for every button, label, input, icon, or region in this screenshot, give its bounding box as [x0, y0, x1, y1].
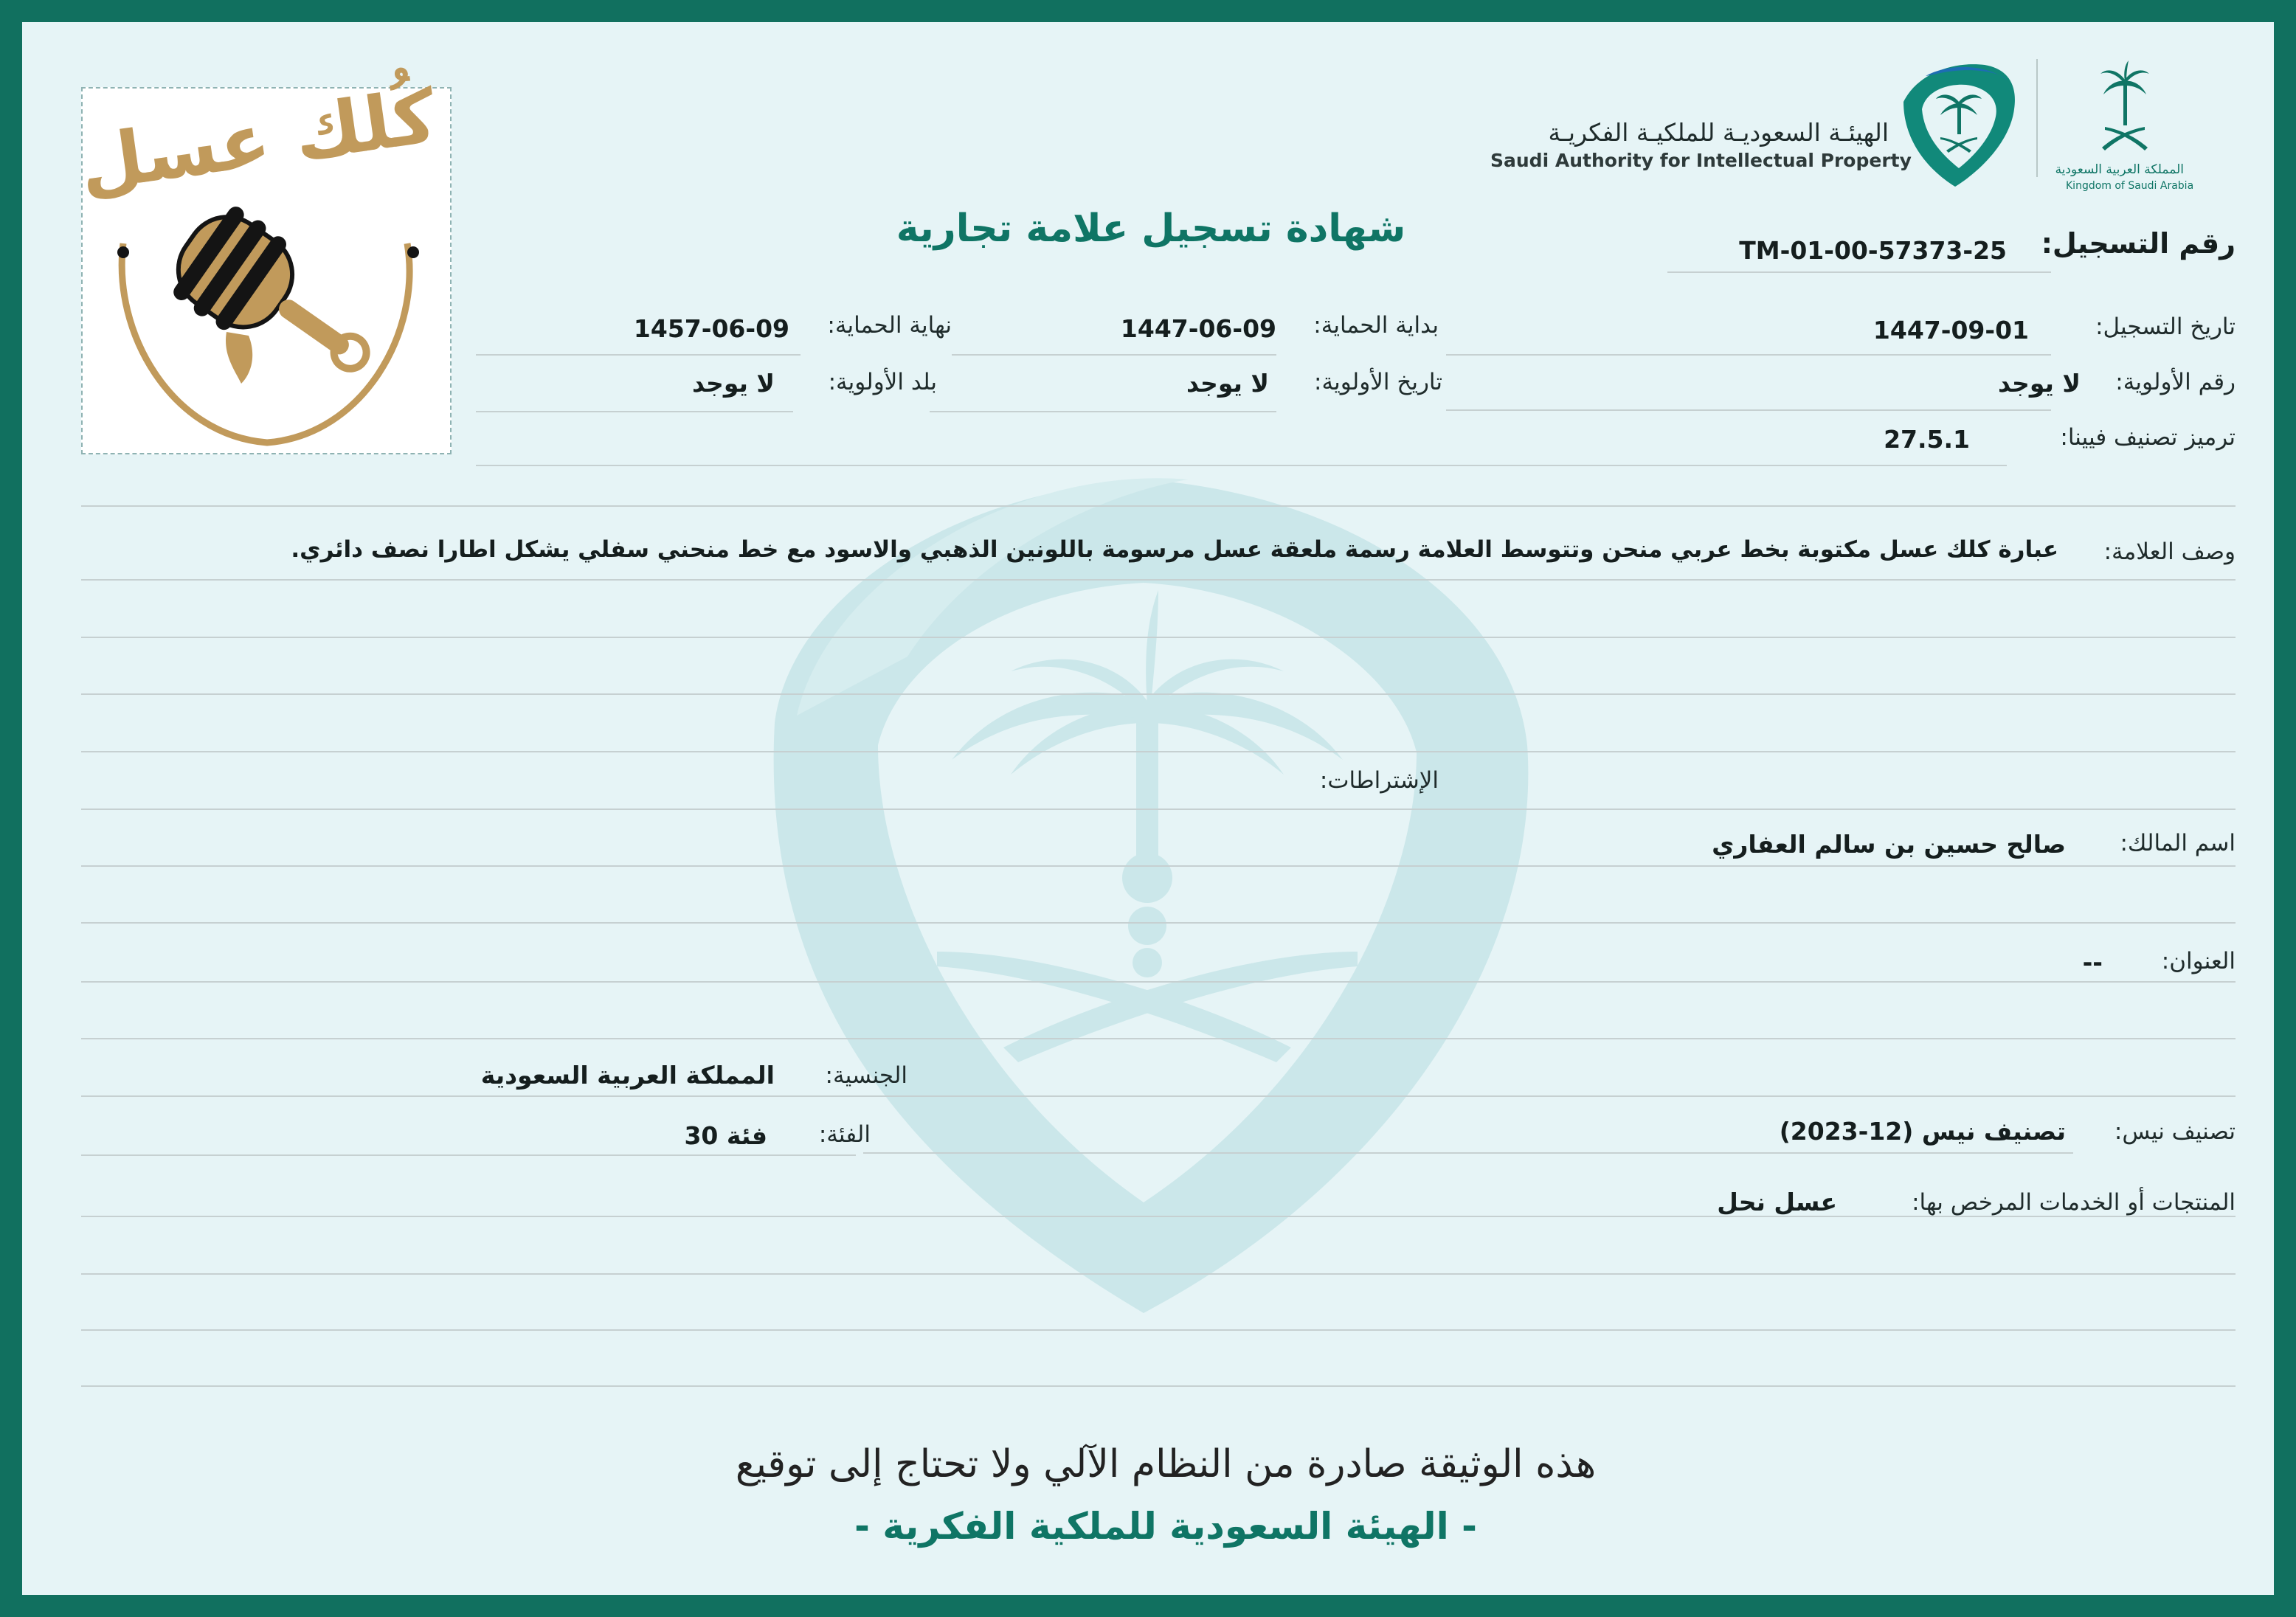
footer-note: هذه الوثيقة صادرة من النظام الآلي ولا تحتاج إلى توقيع [735, 1442, 1597, 1486]
registration-number-value: TM-01-00-57373-25 [1739, 236, 2007, 265]
saip-logo-icon [1896, 58, 2022, 190]
kingdom-emblem [2055, 59, 2194, 199]
priority-number-value: لا يوجد [1998, 369, 2081, 398]
registration-date-line [1446, 354, 2051, 356]
nationality-line [81, 1095, 2236, 1097]
mark-description-line-2 [81, 637, 2236, 638]
registration-number-label: رقم التسجيل: [2041, 227, 2236, 260]
owner-name-label: اسم المالك: [2120, 830, 2236, 856]
protection-start-label: بداية الحماية: [1313, 312, 1439, 339]
conditions-line [81, 808, 2236, 810]
priority-country-line [476, 411, 793, 412]
protection-end-label: نهاية الحماية: [827, 312, 952, 339]
nice-classification-line [863, 1152, 2073, 1154]
protection-end-value: 1457-06-09 [633, 314, 789, 343]
goods-services-value: عسل نحل [1717, 1188, 1837, 1216]
mark-description-value: عبارة كلك عسل مكتوبة بخط عربي منحن وتتوسط العلامة رسمة ملعقة عسل مرسومة باللونين الذهبي والاسود مع خط منحني سفلي يشكل اطارا نصف دائري. [291, 536, 2058, 563]
address-line-2 [81, 1038, 2236, 1039]
goods-services-line-3 [81, 1329, 2236, 1331]
registration-number-line [1667, 271, 2051, 273]
goods-services-label: المنتجات أو الخدمات المرخص بها: [1912, 1189, 2236, 1216]
priority-number-line [1446, 409, 2051, 411]
certificate [22, 22, 2274, 1595]
goods-services-line-2 [81, 1273, 2236, 1275]
mark-description-line-4 [81, 751, 2236, 752]
priority-date-line [930, 411, 1276, 412]
registration-date-value: 1447-09-01 [1873, 316, 2029, 344]
vienna-code-line [476, 465, 2007, 466]
address-label: العنوان: [2161, 948, 2236, 974]
mark-description-label: وصف العلامة: [2103, 539, 2236, 565]
goods-services-line-4 [81, 1385, 2236, 1387]
address-value: -- [2082, 948, 2103, 977]
owner-name-line [81, 865, 2236, 867]
priority-date-value: لا يوجد [1186, 369, 1269, 398]
conditions-label: الإشتراطات: [1319, 767, 1439, 794]
authority-name-en: Saudi Authority for Intellectual Property [1490, 150, 1912, 171]
separator-line [81, 505, 2236, 507]
priority-country-label: بلد الأولوية: [828, 369, 937, 395]
certificate-title: شهادة تسجيل علامة تجارية [896, 207, 1406, 251]
nice-classification-value: تصنيف نيس (12-2023) [1779, 1117, 2066, 1146]
priority-number-label: رقم الأولوية: [2115, 369, 2236, 395]
registration-date-label: تاريخ التسجيل: [2095, 314, 2236, 340]
kingdom-name-en: Kingdom of Saudi Arabia [2066, 180, 2194, 192]
footer-issuer: - الهيئة السعودية للملكية الفكرية - [854, 1505, 1477, 1548]
nationality-value: المملكة العربية السعودية [480, 1061, 775, 1090]
protection-end-line [476, 354, 801, 356]
vienna-code-label: ترميز تصنيف فيينا: [2060, 424, 2236, 451]
protection-start-line [952, 354, 1276, 356]
header-divider [2036, 59, 2038, 177]
goods-services-line [81, 1216, 2236, 1217]
address-line [81, 981, 2236, 983]
palm-swords-icon [2099, 59, 2151, 155]
class-label: الفئة: [818, 1121, 871, 1148]
owner-name-value: صالح حسين بن سالم العفاري [1712, 830, 2066, 859]
authority-name-ar: الهيئـة السعوديـة للملكيـة الفكريـة [1548, 118, 1889, 147]
mark-description-line-1 [81, 579, 2236, 581]
protection-start-value: 1447-06-09 [1120, 314, 1276, 343]
trademark-text: كُلك عسل [74, 72, 441, 209]
mark-description-line-3 [81, 693, 2236, 695]
trademark-image-box [74, 72, 452, 454]
priority-country-value: لا يوجد [692, 369, 775, 398]
nice-classification-label: تصنيف نيس: [2114, 1118, 2236, 1145]
owner-name-line-2 [81, 922, 2236, 924]
vienna-code-value: 27.5.1 [1884, 425, 1970, 454]
nationality-label: الجنسية: [825, 1062, 907, 1089]
class-value: فئة 30 [684, 1121, 767, 1150]
kingdom-name-ar: المملكة العربية السعودية [2055, 162, 2184, 177]
class-line [81, 1154, 856, 1156]
priority-date-label: تاريخ الأولوية: [1314, 369, 1442, 395]
